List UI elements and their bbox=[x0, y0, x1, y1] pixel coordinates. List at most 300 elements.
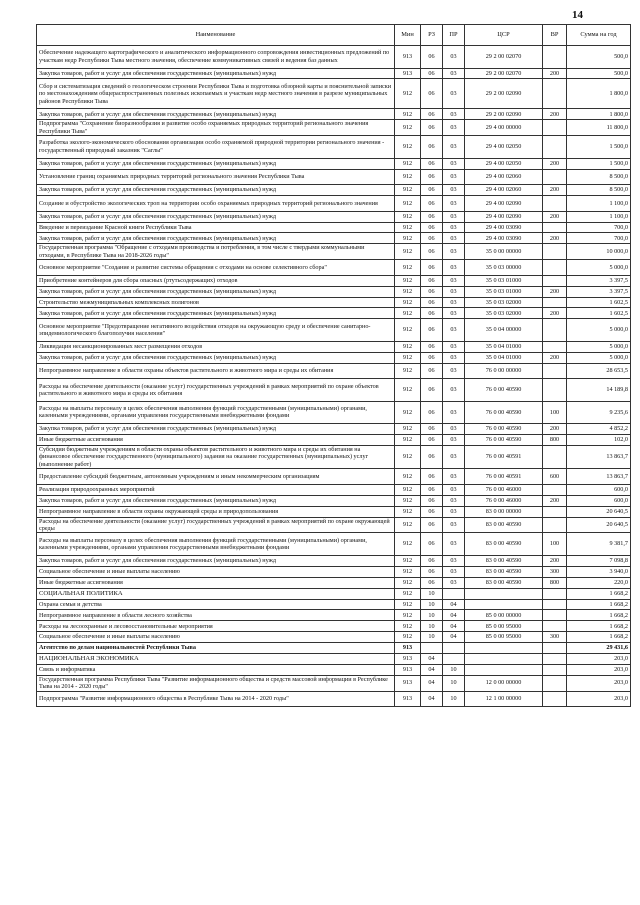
cell-rz: 04 bbox=[421, 691, 443, 707]
cell-csr: 29 2 00 02090 bbox=[465, 109, 543, 120]
cell-name: Основное мероприятие "Предотвращение негативного воздействия отходов на окружающую среду и обеспечение санитарно-эпидемиологического благополучия населения" bbox=[37, 319, 395, 342]
cell-min: 913 bbox=[395, 68, 421, 79]
cell-csr: 29 2 00 02070 bbox=[465, 46, 543, 69]
cell-csr: 35 0 03 01000 bbox=[465, 275, 543, 286]
cell-sum: 700,0 bbox=[567, 233, 631, 244]
table-row bbox=[37, 621, 631, 632]
cell-rz: 10 bbox=[421, 588, 443, 599]
cell-name: Расходы на выплаты персоналу в целях обеспечения выполнения функций государственными (муниципальными) органами, казенными учреждениями, органами управления государственными внебюджетными фондами bbox=[37, 401, 395, 424]
cell-min: 912 bbox=[395, 401, 421, 424]
cell-rz: 06 bbox=[421, 533, 443, 556]
cell-csr: 12 1 00 00000 bbox=[465, 691, 543, 707]
cell-pr: 03 bbox=[443, 222, 465, 233]
cell-name: Расходы на выплаты персоналу в целях обеспечения выполнения функций государственными (муниципальными) органами, казенными учреждениями, органами управления государственными внебюджетными фондами bbox=[37, 533, 395, 556]
cell-csr: 85 0 00 00000 bbox=[465, 610, 543, 621]
cell-vr: 200 bbox=[543, 68, 567, 79]
cell-name: Непрограммное направление в области лесного хозяйства bbox=[37, 610, 395, 621]
cell-name: Закупка товаров, работ и услуг для обеспечения государственных (муниципальных) нужд bbox=[37, 308, 395, 319]
cell-name: Предоставление субсидий бюджетным, автономным учреждениям и иным некоммерческим организациям bbox=[37, 469, 395, 485]
cell-vr: 600 bbox=[543, 469, 567, 485]
cell-sum: 29 431,6 bbox=[567, 643, 631, 654]
cell-min: 913 bbox=[395, 664, 421, 675]
cell-sum: 600,0 bbox=[567, 495, 631, 506]
cell-csr: 76 0 00 40590 bbox=[465, 379, 543, 402]
cell-min: 912 bbox=[395, 196, 421, 212]
cell-sum: 1 668,2 bbox=[567, 610, 631, 621]
cell-name: Социальное обеспечение и иные выплаты населению bbox=[37, 566, 395, 577]
cell-csr: 83 0 00 40590 bbox=[465, 517, 543, 533]
cell-name: Государственная программа Республики Тыва "Развитие информационного общества и средств массовой информации в Республике Тыва на 2014 - 2020 годы" bbox=[37, 675, 395, 691]
cell-sum: 1 602,5 bbox=[567, 297, 631, 308]
cell-min: 912 bbox=[395, 577, 421, 588]
cell-csr: 83 0 00 40590 bbox=[465, 566, 543, 577]
header-rz: РЗ bbox=[421, 25, 443, 46]
cell-vr bbox=[543, 260, 567, 276]
cell-rz: 06 bbox=[421, 233, 443, 244]
cell-min: 912 bbox=[395, 424, 421, 435]
cell-csr: 29 4 00 02060 bbox=[465, 169, 543, 185]
cell-csr: 29 4 00 02050 bbox=[465, 136, 543, 159]
cell-csr: 76 0 00 46000 bbox=[465, 495, 543, 506]
cell-rz: 06 bbox=[421, 424, 443, 435]
cell-name: Субсидии бюджетным учреждениям в области охраны объектов растительного и животного мира и среды их обитания на финансовое обеспечение государственного (муниципального) задания на оказание государственных (муниципальных) услуг (выполнение работ) bbox=[37, 445, 395, 468]
cell-rz: 06 bbox=[421, 469, 443, 485]
cell-sum: 3 397,5 bbox=[567, 275, 631, 286]
cell-csr: 29 4 00 00000 bbox=[465, 120, 543, 136]
cell-vr bbox=[543, 120, 567, 136]
cell-rz: 06 bbox=[421, 286, 443, 297]
cell-rz: 06 bbox=[421, 169, 443, 185]
cell-min: 912 bbox=[395, 435, 421, 446]
cell-vr: 200 bbox=[543, 109, 567, 120]
table-row bbox=[37, 506, 631, 517]
cell-vr bbox=[543, 691, 567, 707]
cell-name: Закупка товаров, работ и услуг для обеспечения государственных (муниципальных) нужд bbox=[37, 68, 395, 79]
cell-pr: 03 bbox=[443, 401, 465, 424]
table-row bbox=[37, 555, 631, 566]
cell-min: 912 bbox=[395, 158, 421, 169]
table-row bbox=[37, 435, 631, 446]
table-row bbox=[37, 275, 631, 286]
cell-rz: 10 bbox=[421, 599, 443, 610]
cell-csr bbox=[465, 588, 543, 599]
table-row bbox=[37, 664, 631, 675]
cell-min: 912 bbox=[395, 555, 421, 566]
cell-rz: 06 bbox=[421, 517, 443, 533]
cell-sum: 8 500,0 bbox=[567, 169, 631, 185]
table-row bbox=[37, 632, 631, 643]
cell-sum: 220,0 bbox=[567, 577, 631, 588]
cell-csr: 29 4 00 02090 bbox=[465, 211, 543, 222]
cell-name: Подпрограмма "Развитие информационного общества в Республике Тыва на 2014 - 2020 годы" bbox=[37, 691, 395, 707]
cell-rz: 04 bbox=[421, 664, 443, 675]
cell-sum: 13 863,7 bbox=[567, 469, 631, 485]
cell-sum: 1 100,0 bbox=[567, 196, 631, 212]
cell-vr bbox=[543, 363, 567, 379]
cell-vr: 100 bbox=[543, 401, 567, 424]
cell-sum: 13 863,7 bbox=[567, 445, 631, 468]
table-row bbox=[37, 401, 631, 424]
table-row bbox=[37, 286, 631, 297]
table-row bbox=[37, 566, 631, 577]
cell-min: 912 bbox=[395, 297, 421, 308]
cell-min: 912 bbox=[395, 169, 421, 185]
cell-min: 912 bbox=[395, 517, 421, 533]
cell-pr: 03 bbox=[443, 424, 465, 435]
cell-pr: 03 bbox=[443, 244, 465, 260]
cell-sum: 1 100,0 bbox=[567, 211, 631, 222]
cell-name: Ликвидация несанкционированных мест размещения отходов bbox=[37, 341, 395, 352]
cell-pr: 04 bbox=[443, 632, 465, 643]
cell-rz: 06 bbox=[421, 401, 443, 424]
cell-min: 913 bbox=[395, 643, 421, 654]
cell-rz: 06 bbox=[421, 222, 443, 233]
cell-pr: 03 bbox=[443, 469, 465, 485]
cell-pr: 03 bbox=[443, 379, 465, 402]
cell-min: 912 bbox=[395, 222, 421, 233]
cell-rz: 06 bbox=[421, 196, 443, 212]
cell-rz: 06 bbox=[421, 555, 443, 566]
cell-pr: 03 bbox=[443, 46, 465, 69]
cell-pr: 03 bbox=[443, 158, 465, 169]
cell-min: 912 bbox=[395, 599, 421, 610]
cell-min: 912 bbox=[395, 632, 421, 643]
cell-min: 912 bbox=[395, 621, 421, 632]
table-row bbox=[37, 211, 631, 222]
table-row bbox=[37, 244, 631, 260]
table-row bbox=[37, 495, 631, 506]
cell-name: Непрограммное направление в области охраны окружающей среды и природопользования bbox=[37, 506, 395, 517]
cell-name: Закупка товаров, работ и услуг для обеспечения государственных (муниципальных) нужд bbox=[37, 424, 395, 435]
cell-sum: 1 800,0 bbox=[567, 79, 631, 109]
cell-vr: 300 bbox=[543, 566, 567, 577]
cell-pr: 03 bbox=[443, 352, 465, 363]
cell-vr: 200 bbox=[543, 185, 567, 196]
table-row bbox=[37, 222, 631, 233]
cell-sum: 10 000,0 bbox=[567, 244, 631, 260]
cell-csr: 76 0 00 40590 bbox=[465, 401, 543, 424]
cell-min: 912 bbox=[395, 566, 421, 577]
cell-min: 913 bbox=[395, 675, 421, 691]
header-min: Мин bbox=[395, 25, 421, 46]
cell-pr: 03 bbox=[443, 363, 465, 379]
table-row bbox=[37, 363, 631, 379]
cell-sum: 3 397,5 bbox=[567, 286, 631, 297]
table-row bbox=[37, 691, 631, 707]
cell-min: 913 bbox=[395, 46, 421, 69]
table-row bbox=[37, 68, 631, 79]
cell-csr: 35 0 03 01000 bbox=[465, 286, 543, 297]
cell-csr: 35 0 04 00000 bbox=[465, 319, 543, 342]
cell-min: 912 bbox=[395, 484, 421, 495]
table-row bbox=[37, 643, 631, 654]
table-row bbox=[37, 79, 631, 109]
cell-sum: 1 602,5 bbox=[567, 308, 631, 319]
cell-pr: 03 bbox=[443, 233, 465, 244]
cell-min: 912 bbox=[395, 533, 421, 556]
cell-rz: 06 bbox=[421, 566, 443, 577]
cell-vr: 200 bbox=[543, 308, 567, 319]
cell-name: Расходы на лесоохранные и лесовосстановительные мероприятия bbox=[37, 621, 395, 632]
cell-rz: 06 bbox=[421, 506, 443, 517]
cell-pr: 03 bbox=[443, 319, 465, 342]
cell-vr bbox=[543, 643, 567, 654]
cell-csr: 29 4 00 03090 bbox=[465, 222, 543, 233]
cell-pr: 03 bbox=[443, 286, 465, 297]
cell-rz: 10 bbox=[421, 632, 443, 643]
cell-rz: 10 bbox=[421, 610, 443, 621]
cell-sum: 9 235,6 bbox=[567, 401, 631, 424]
cell-name: Иные бюджетные ассигнования bbox=[37, 435, 395, 446]
cell-vr bbox=[543, 506, 567, 517]
table-row bbox=[37, 308, 631, 319]
cell-pr: 03 bbox=[443, 341, 465, 352]
cell-min: 912 bbox=[395, 244, 421, 260]
cell-sum: 1 668,2 bbox=[567, 599, 631, 610]
table-row bbox=[37, 533, 631, 556]
cell-min: 912 bbox=[395, 120, 421, 136]
cell-pr: 03 bbox=[443, 260, 465, 276]
cell-min: 912 bbox=[395, 260, 421, 276]
cell-vr: 200 bbox=[543, 233, 567, 244]
cell-csr bbox=[465, 664, 543, 675]
cell-csr: 35 0 03 00000 bbox=[465, 260, 543, 276]
cell-vr bbox=[543, 319, 567, 342]
cell-min: 912 bbox=[395, 341, 421, 352]
header-vr: ВР bbox=[543, 25, 567, 46]
cell-vr bbox=[543, 196, 567, 212]
cell-sum: 5 000,0 bbox=[567, 319, 631, 342]
page-number: 14 bbox=[572, 9, 583, 21]
cell-sum: 203,0 bbox=[567, 675, 631, 691]
cell-sum: 203,0 bbox=[567, 664, 631, 675]
table-row bbox=[37, 120, 631, 136]
cell-rz: 06 bbox=[421, 435, 443, 446]
cell-sum: 9 381,7 bbox=[567, 533, 631, 556]
cell-min: 912 bbox=[395, 495, 421, 506]
cell-name: Закупка товаров, работ и услуг для обеспечения государственных (муниципальных) нужд bbox=[37, 286, 395, 297]
cell-sum: 600,0 bbox=[567, 484, 631, 495]
cell-sum: 14 189,8 bbox=[567, 379, 631, 402]
cell-min: 912 bbox=[395, 506, 421, 517]
cell-pr: 03 bbox=[443, 484, 465, 495]
cell-csr: 35 0 04 01000 bbox=[465, 352, 543, 363]
cell-rz: 06 bbox=[421, 445, 443, 468]
cell-pr: 03 bbox=[443, 169, 465, 185]
cell-rz: 06 bbox=[421, 120, 443, 136]
table-row bbox=[37, 196, 631, 212]
cell-pr: 03 bbox=[443, 120, 465, 136]
cell-pr bbox=[443, 643, 465, 654]
cell-pr bbox=[443, 588, 465, 599]
cell-name: Расходы на обеспечение деятельности (оказание услуг) государственных учреждений в рамках мероприятий по охране окружающей среды bbox=[37, 517, 395, 533]
cell-csr: 76 0 00 40591 bbox=[465, 445, 543, 468]
cell-name: Обеспечение надежащего картографического и аналитического информационного сопровождения инвестиционных предложений по участкам недр Республики Тыва местного значения, обеспечение коммуникативных связей и ведения баз данных bbox=[37, 46, 395, 69]
cell-pr: 03 bbox=[443, 79, 465, 109]
cell-vr: 200 bbox=[543, 495, 567, 506]
cell-vr bbox=[543, 621, 567, 632]
cell-name: Социальное обеспечение и иные выплаты населению bbox=[37, 632, 395, 643]
cell-csr: 12 0 00 00000 bbox=[465, 675, 543, 691]
cell-rz: 06 bbox=[421, 577, 443, 588]
cell-sum: 700,0 bbox=[567, 222, 631, 233]
cell-name: Строительство межмуниципальных комплексных полигонов bbox=[37, 297, 395, 308]
cell-sum: 203,0 bbox=[567, 653, 631, 664]
table-row bbox=[37, 675, 631, 691]
cell-sum: 5 000,0 bbox=[567, 341, 631, 352]
cell-min: 912 bbox=[395, 79, 421, 109]
cell-csr: 83 0 00 40590 bbox=[465, 533, 543, 556]
table-row bbox=[37, 517, 631, 533]
cell-rz: 06 bbox=[421, 244, 443, 260]
cell-min: 912 bbox=[395, 588, 421, 599]
cell-rz: 06 bbox=[421, 136, 443, 159]
cell-pr: 03 bbox=[443, 109, 465, 120]
cell-vr bbox=[543, 222, 567, 233]
cell-csr: 29 4 00 02060 bbox=[465, 185, 543, 196]
cell-min: 912 bbox=[395, 109, 421, 120]
cell-rz: 06 bbox=[421, 379, 443, 402]
cell-min: 912 bbox=[395, 379, 421, 402]
cell-name: Непрограммное направление в области охраны объектов растительного и животного мира и среды их обитания bbox=[37, 363, 395, 379]
cell-pr: 10 bbox=[443, 664, 465, 675]
cell-min: 912 bbox=[395, 319, 421, 342]
cell-csr bbox=[465, 599, 543, 610]
table-row bbox=[37, 352, 631, 363]
cell-name: Закупка товаров, работ и услуг для обеспечения государственных (муниципальных) нужд bbox=[37, 352, 395, 363]
cell-sum: 1 800,0 bbox=[567, 109, 631, 120]
table-row bbox=[37, 319, 631, 342]
cell-min: 912 bbox=[395, 185, 421, 196]
table-row bbox=[37, 484, 631, 495]
cell-vr: 200 bbox=[543, 158, 567, 169]
cell-name: Разработка эколого-экономического обоснования организации особо охраняемой природной территории регионального значения - государственный природный заказник "Саглы" bbox=[37, 136, 395, 159]
cell-rz: 04 bbox=[421, 675, 443, 691]
cell-name: СОЦИАЛЬНАЯ ПОЛИТИКА bbox=[37, 588, 395, 599]
table-row bbox=[37, 169, 631, 185]
cell-name: Закупка товаров, работ и услуг для обеспечения государственных (муниципальных) нужд bbox=[37, 109, 395, 120]
cell-pr: 03 bbox=[443, 136, 465, 159]
cell-rz: 06 bbox=[421, 185, 443, 196]
cell-vr bbox=[543, 244, 567, 260]
table-row bbox=[37, 109, 631, 120]
cell-csr: 76 0 00 40590 bbox=[465, 424, 543, 435]
cell-vr bbox=[543, 653, 567, 664]
cell-vr: 200 bbox=[543, 555, 567, 566]
cell-csr bbox=[465, 653, 543, 664]
table-row bbox=[37, 610, 631, 621]
cell-rz: 06 bbox=[421, 297, 443, 308]
cell-min: 912 bbox=[395, 233, 421, 244]
cell-rz: 06 bbox=[421, 319, 443, 342]
cell-rz: 06 bbox=[421, 308, 443, 319]
table-row bbox=[37, 424, 631, 435]
cell-vr bbox=[543, 46, 567, 69]
cell-rz: 06 bbox=[421, 211, 443, 222]
cell-name: Закупка товаров, работ и услуг для обеспечения государственных (муниципальных) нужд bbox=[37, 233, 395, 244]
cell-name: Расходы на обеспечение деятельности (оказание услуг) государственных учреждений в рамках мероприятий по охране объектов растительного и животного мира и среды их обитания bbox=[37, 379, 395, 402]
table-row bbox=[37, 158, 631, 169]
cell-vr bbox=[543, 588, 567, 599]
cell-rz: 06 bbox=[421, 275, 443, 286]
cell-csr: 83 0 00 40590 bbox=[465, 555, 543, 566]
cell-rz: 06 bbox=[421, 68, 443, 79]
cell-pr: 03 bbox=[443, 308, 465, 319]
cell-vr bbox=[543, 445, 567, 468]
table-row bbox=[37, 233, 631, 244]
cell-vr bbox=[543, 675, 567, 691]
table-row bbox=[37, 185, 631, 196]
cell-csr: 29 4 00 02050 bbox=[465, 158, 543, 169]
cell-csr: 35 0 03 02000 bbox=[465, 308, 543, 319]
cell-name: Охрана семьи и детства bbox=[37, 599, 395, 610]
table-row bbox=[37, 599, 631, 610]
cell-pr: 10 bbox=[443, 691, 465, 707]
cell-vr bbox=[543, 610, 567, 621]
cell-csr: 35 0 04 01000 bbox=[465, 341, 543, 352]
table-row bbox=[37, 445, 631, 468]
cell-pr: 03 bbox=[443, 495, 465, 506]
cell-csr: 35 0 00 00000 bbox=[465, 244, 543, 260]
cell-rz: 06 bbox=[421, 341, 443, 352]
cell-vr bbox=[543, 341, 567, 352]
cell-min: 913 bbox=[395, 691, 421, 707]
cell-vr bbox=[543, 517, 567, 533]
cell-pr: 03 bbox=[443, 577, 465, 588]
cell-sum: 4 852,2 bbox=[567, 424, 631, 435]
cell-name: Закупка товаров, работ и услуг для обеспечения государственных (муниципальных) нужд bbox=[37, 158, 395, 169]
cell-csr: 83 0 00 00000 bbox=[465, 506, 543, 517]
cell-csr: 29 4 00 02090 bbox=[465, 196, 543, 212]
cell-rz: 06 bbox=[421, 495, 443, 506]
table-row bbox=[37, 588, 631, 599]
cell-csr: 76 0 00 46000 bbox=[465, 484, 543, 495]
cell-pr: 03 bbox=[443, 533, 465, 556]
cell-pr: 03 bbox=[443, 555, 465, 566]
cell-rz: 06 bbox=[421, 363, 443, 379]
cell-vr: 200 bbox=[543, 424, 567, 435]
cell-sum: 1 668,2 bbox=[567, 632, 631, 643]
cell-name: Введение и переиздание Красной книги Республики Тыва bbox=[37, 222, 395, 233]
cell-min: 912 bbox=[395, 610, 421, 621]
cell-min: 912 bbox=[395, 445, 421, 468]
cell-vr bbox=[543, 599, 567, 610]
cell-sum: 1 668,2 bbox=[567, 621, 631, 632]
table-row bbox=[37, 46, 631, 69]
cell-vr bbox=[543, 379, 567, 402]
cell-csr: 85 0 00 95000 bbox=[465, 621, 543, 632]
cell-sum: 203,0 bbox=[567, 691, 631, 707]
cell-sum: 1 500,0 bbox=[567, 136, 631, 159]
cell-pr: 03 bbox=[443, 196, 465, 212]
cell-sum: 1 668,2 bbox=[567, 588, 631, 599]
cell-min: 912 bbox=[395, 136, 421, 159]
cell-name: Приобретение контейнеров для сбора опасных (ртутьсодержащих) отходов bbox=[37, 275, 395, 286]
cell-min: 912 bbox=[395, 352, 421, 363]
cell-pr: 03 bbox=[443, 211, 465, 222]
cell-rz: 04 bbox=[421, 653, 443, 664]
cell-vr bbox=[543, 169, 567, 185]
cell-vr bbox=[543, 79, 567, 109]
cell-csr bbox=[465, 643, 543, 654]
cell-pr: 03 bbox=[443, 445, 465, 468]
header-csr: ЦСР bbox=[465, 25, 543, 46]
cell-min: 912 bbox=[395, 211, 421, 222]
cell-rz: 06 bbox=[421, 46, 443, 69]
cell-csr: 29 2 00 02090 bbox=[465, 79, 543, 109]
cell-sum: 28 653,5 bbox=[567, 363, 631, 379]
cell-name: Агентство по делам национальностей Республики Тыва bbox=[37, 643, 395, 654]
